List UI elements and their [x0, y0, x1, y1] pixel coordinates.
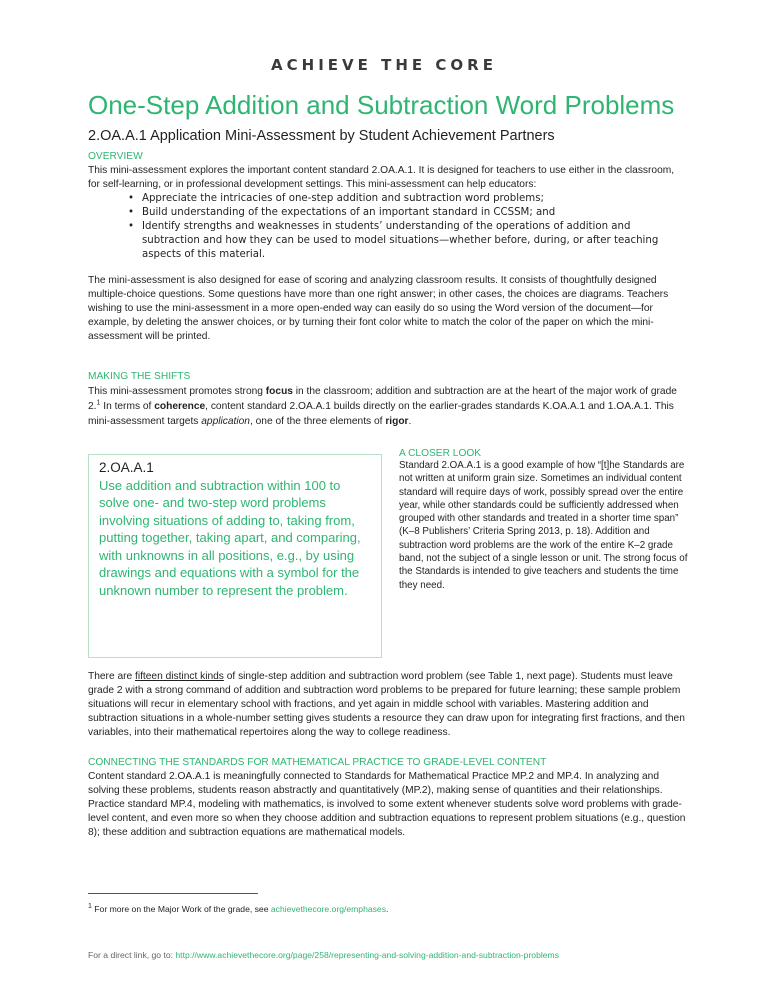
text-run: This mini-assessment promotes strong: [88, 386, 266, 397]
closer-look-heading: A CLOSER LOOK: [399, 448, 482, 459]
standard-text: Use addition and subtraction within 100 to solve one- and two-step word problems involving situations of adding to, taking from, putting together, taking apart, and comparing, with unknowns in all positions, e.g., by using drawings and equations with a symbol for the unknown number to represent the problem.: [99, 477, 361, 598]
connecting-text: Content standard 2.OA.A.1 is meaningfully connected to Standards for Mathematical Practice MP.2 and MP.4. In analyzing and solving these problems, students reason abstractly and quantitatively (MP.2), making sense of quantities and their relationships. Practice standard MP.4, modeling with mathematics, is involved to some extent whenever students solve word problems with grade-level content, and even more so when they choose addition and subtraction equations to represent problem situations (e.g., question 8); these addition and subtraction equations are mathematical models.: [88, 771, 686, 838]
footnote: [88, 904, 388, 914]
text-run: , one of the three elements of: [249, 416, 386, 427]
page-footer: [88, 950, 559, 960]
shifts-paragraph: [88, 384, 688, 429]
standard-code: 2.OA.A.1: [99, 460, 154, 475]
page-subtitle: 2.OA.A.1 Application Mini-Assessment by Student Achievement Partners: [88, 128, 555, 144]
kinds-paragraph: [88, 670, 688, 740]
focus-term: focus: [265, 386, 293, 397]
text-run: In terms of: [100, 401, 155, 412]
text-run: For a direct link, go to:: [88, 950, 176, 960]
rigor-term: rigor: [385, 416, 409, 427]
application-term: application: [201, 416, 250, 427]
list-item: • Identify strengths and weaknesses in students’ understanding of the operations of addition and subtraction and how they can be used to model situations—whether before, during, or after teaching aspects of this material.: [128, 220, 688, 262]
closer-look-section: [399, 448, 689, 592]
footnote-marker: 1: [96, 399, 101, 407]
overview-section: [88, 150, 688, 344]
shifts-heading: MAKING THE SHIFTS: [88, 371, 191, 382]
emphases-link[interactable]: achievethecore.org/emphases: [270, 904, 387, 914]
text-run: of single-step addition and subtraction word problem (see Table 1, next page). Students must leave grade 2 with a strong command of addition and subtraction word problems to be prepared for future learning; these sample problem situations will recur in elementary school with fractions, and yet again in middle school with variables. Mastering addition and subtraction situations in a whole-number setting gives students a resource they can draw upon for integrating first fractions, and then variables, into their mathematical repertoires along the way to college readiness.: [88, 671, 685, 738]
fifteen-kinds-term: fifteen distinct kinds: [135, 671, 224, 682]
text-run: .: [386, 904, 389, 914]
text-run: , content standard 2.OA.A.1 builds directly on the earlier-grades standards K.OA.A.1 and 1.OA.A.1. This mini-assessment targets: [88, 401, 674, 427]
closer-look-text: Standard 2.OA.A.1 is a good example of how “[t]he Standards are not written at uniform grain size. Sometimes an individual content standard will require days of work, possibly spread over the entire year, while other standards could be sufficiently addressed when grouped with other standards and treated in a shorter time span” (K–8 Publishers’ Criteria Spring 2013, p. 18). Addition and subtraction word problems are the work of the entire K–2 grade band, not the subject of a single lesson or unit. The strong focus of the Standards is intended to give teachers and students the time they need.: [399, 460, 688, 591]
shifts-section: [88, 370, 688, 429]
direct-link[interactable]: http://www.achievethecore.org/page/258/representing-and-solving-addition-and-subtraction-problems: [175, 950, 560, 960]
footnote-number: 1: [88, 903, 92, 911]
list-item: • Appreciate the intricacies of one-step addition and subtraction word problems;: [128, 192, 688, 206]
text-run: in the classroom; addition and subtraction are at the heart of the major work of grade 2.: [88, 386, 677, 412]
text-run: For more on the Major Work of the grade, see: [91, 904, 271, 914]
text-run: .: [408, 416, 412, 427]
overview-paragraph-2: The mini-assessment is also designed for ease of scoring and analyzing classroom results. It consists of thoughtfully designed multiple-choice questions. Some questions have more than one right answer; in other cases, the choices are diagrams. Teachers wishing to use the mini-assessment in a more open-ended way can easily do so using the Word version of the document—for example, by deleting the answer choices, or by turning their font color white to match the color of the paper on which the mini-assessment will be printed.: [88, 275, 669, 342]
standard-callout-box: [88, 454, 382, 658]
kinds-section: [88, 670, 688, 740]
connecting-section: [88, 756, 688, 840]
list-item: • Build understanding of the expectations of an important standard in CCSSM; and: [128, 206, 688, 220]
text-run: There are: [88, 671, 135, 682]
connecting-heading: CONNECTING THE STANDARDS FOR MATHEMATICAL PRACTICE TO GRADE-LEVEL CONTENT: [88, 757, 547, 768]
overview-bullets: [88, 192, 688, 262]
footnote-divider: [88, 893, 258, 894]
overview-heading: OVERVIEW: [88, 151, 143, 162]
brand-logo: ACHIEVE THE CORE: [271, 56, 497, 74]
coherence-term: coherence: [154, 401, 206, 412]
page-title: One-Step Addition and Subtraction Word Problems: [88, 90, 675, 120]
overview-intro: This mini-assessment explores the important content standard 2.OA.A.1. It is designed for teachers to use either in the classroom, for self-learning, or in professional development settings. This mini-assessment can help educators:: [88, 165, 675, 190]
